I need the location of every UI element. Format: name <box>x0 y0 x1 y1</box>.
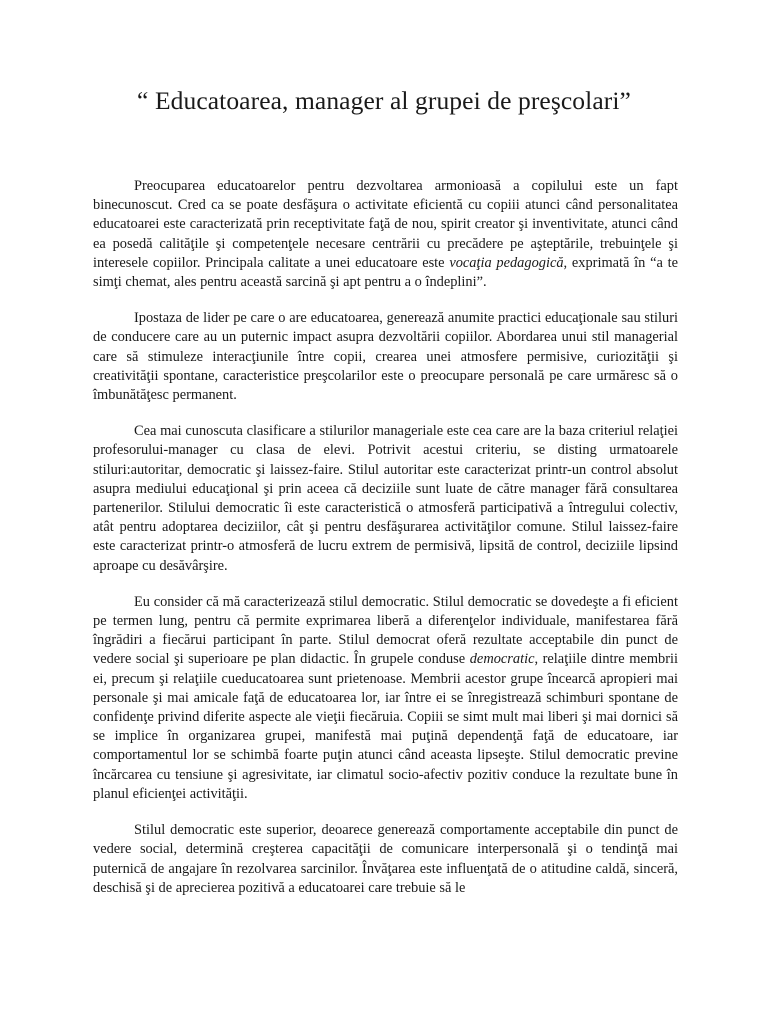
paragraph-4-text-start: Eu consider că mă caracterizează stilul democratic. Stilul democratic se dovedeşte a fi eficient pe termen lung, pentru că permite exprimarea liberă a diferenţelor individuale, manifestarea fără îngrădiri a fiecărui participant în parte. Stilul democrat oferă rezultate acceptabile din punct de vedere social şi superioare pe plan didactic. În grupele conduse <box>93 593 678 668</box>
paragraph-1-text-end: , exprimată în “a te simţi chemat, ales pentru această sarcină şi apt pentru a o îndeplini”. <box>93 254 678 291</box>
paragraph-4-emphasis: democratic <box>469 651 535 668</box>
paragraph-3: Cea mai cunoscuta clasificare a stilurilor manageriale este cea care are la baza criteriul relaţiei profesorului-manager cu clasa de elevi. Potrivit acestui criteriu, se disting urmatoarele stiluri:autoritar, democratic şi laissez-faire. Stilul autoritar este caracterizat printr-un control absolut asupra mediului educaţional şi prin aceea că deciziile sunt luate de către manager fără consultarea partenerilor. Stilului democratic îi este caracteristică o atmosferă participativă a întregului colectiv, atât pentru adoptarea deciziilor, cât şi pentru desfăşurarea activităţilor comune. Stilul laissez-faire este caracterizat printr-o atmosferă de lucru extrem de permisivă, lipsită de control, deciziile lipsind aproape cu desăvârşire. <box>93 423 678 574</box>
document-title: “ Educatoarea, manager al grupei de preşcolari” <box>137 86 631 115</box>
paragraph-1 <box>93 177 678 292</box>
paragraph-4 <box>93 593 678 804</box>
paragraph-1-emphasis: vocaţia pedagogică <box>449 254 564 271</box>
paragraph-5: Stilul democratic este superior, deoarece generează comportamente acceptabile din punct de vedere social, determină creşterea capacităţii de comunicare interpersonală şi o tendinţă mai puternică de angajare în rezolvarea sarcinilor. Învăţarea este influenţată de o atitudine caldă, sinceră, deschisă şi de aprecierea pozitivă a educatoarei care trebuie să le <box>93 822 678 896</box>
paragraph-2: Ipostaza de lider pe care o are educatoarea, generează anumite practici educaţionale sau stiluri de conducere care au un puternic impact asupra dezvoltării copiilor. Abordarea unui stil managerial care să stimuleze interacţiunile între copii, crearea unei atmosfere permisive, curiozităţii şi creativităţii spontane, caracteristice preşcolarilor este o preocupare personală pe care urmăresc să o îmbunătăţesc permanent. <box>93 310 678 404</box>
paragraph-4-text-end: , relaţiile dintre membrii ei, precum şi relaţiile cueducatoarea sunt prietenoase. Membrii acestor grupe încearcă apropieri mai personale şi mai amicale faţă de educatoarea lor, iar între ei se înregistrează schimburi spontane de confidenţe privind diferite aspecte ale vieţii fiecăruia. Copiii se simt mult mai liberi şi mai dornici să se implice în organizarea grupei, manifestă mai puţină dependenţă faţă de educatoare, iar comportamentul lor se schimbă foarte puţin atunci când aceasta lipseşte. Stilul democratic previne încărcarea cu tensiune şi agresivitate, iar climatul socio-afectiv pozitiv conduce la rezultate bune în planul eficienţei activităţii. <box>93 651 678 802</box>
paragraph-1-text-start: Preocuparea educatoarelor pentru dezvoltarea armonioasă a copilului este un fapt binecunoscut. Cred ca se poate desfăşura o activitate eficientă cu copiii atunci când personalitatea educatoarei este caracterizată prin receptivitate faţă de nou, spirit creator şi inventivitate, atunci când ea posedă calităţile şi competenţele necesare centrării cu precădere pe aşteptările, trebuinţele şi interesele copiilor. Principala calitate a unei educatoare este <box>93 178 678 271</box>
document-body <box>93 177 678 915</box>
